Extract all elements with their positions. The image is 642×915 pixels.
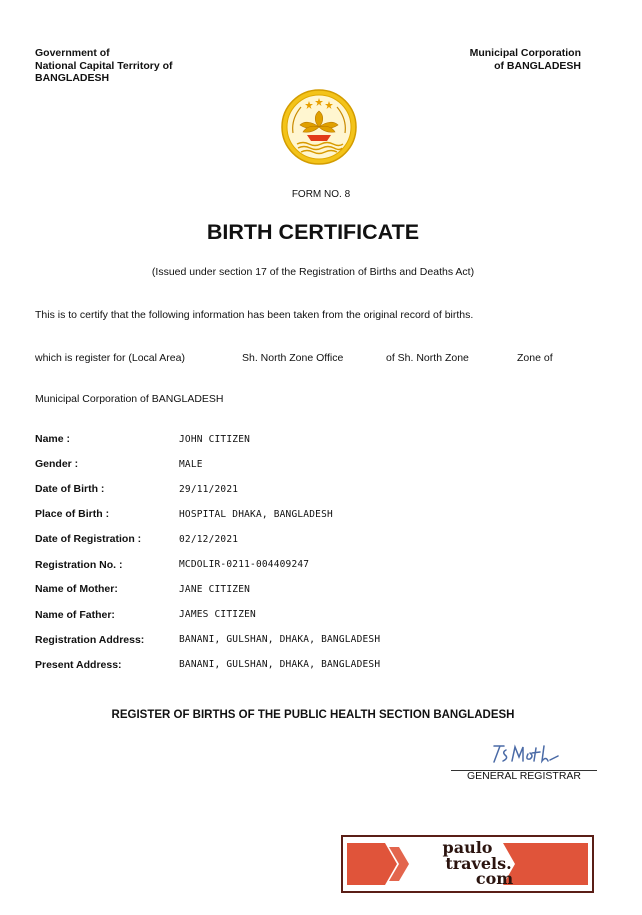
field-value-registration-address: BANANI, GULSHAN, DHAKA, BANGLADESH bbox=[179, 634, 381, 645]
issuer-municipal bbox=[440, 47, 581, 72]
registrar-label: GENERAL REGISTRAR bbox=[467, 770, 581, 782]
field-label-present-address: Present Address: bbox=[35, 659, 122, 671]
national-emblem bbox=[281, 89, 357, 165]
register-office: Sh. North Zone Office bbox=[242, 352, 344, 364]
register-prefix: which is register for (Local Area) bbox=[35, 352, 185, 364]
subtitle: (Issued under section 17 of the Registration of Births and Deaths Act) bbox=[151, 266, 475, 278]
issuer-line: of BANGLADESH bbox=[494, 59, 581, 72]
issuer-line: Government of bbox=[35, 47, 110, 59]
field-value-father: JAMES CITIZEN bbox=[179, 609, 256, 620]
watermark-text bbox=[343, 840, 592, 887]
register-zone-of: Zone of bbox=[517, 352, 553, 364]
register-footer-title: REGISTER OF BIRTHS OF THE PUBLIC HEALTH SECTION BANGLADESH bbox=[111, 709, 515, 721]
watermark-line: paulo bbox=[442, 838, 493, 857]
field-value-place-of-birth: HOSPITAL DHAKA, BANGLADESH bbox=[179, 509, 333, 520]
municipal-line: Municipal Corporation of BANGLADESH bbox=[35, 393, 224, 405]
field-label-registration-address: Registration Address: bbox=[35, 634, 145, 646]
field-label-registration-date: Date of Registration : bbox=[35, 533, 142, 545]
watermark-logo bbox=[341, 835, 594, 893]
field-value-mother: JANE CITIZEN bbox=[179, 584, 251, 595]
field-value-dob: 29/11/2021 bbox=[179, 484, 239, 495]
field-label-father: Name of Father: bbox=[35, 609, 115, 621]
field-label-gender: Gender : bbox=[35, 458, 79, 470]
field-value-registration-date: 02/12/2021 bbox=[179, 534, 239, 545]
watermark-line: com bbox=[475, 869, 514, 888]
register-zone: of Sh. North Zone bbox=[386, 352, 469, 364]
field-label-registration-no: Registration No. : bbox=[35, 559, 123, 571]
watermark-line: travels. bbox=[445, 853, 512, 873]
registrar-signature bbox=[488, 742, 560, 766]
field-value-present-address: BANANI, GULSHAN, DHAKA, BANGLADESH bbox=[179, 659, 381, 670]
form-number: FORM NO. 8 bbox=[291, 189, 351, 200]
field-value-registration-no: MCDOLIR-0211-004409247 bbox=[179, 559, 310, 570]
field-label-place-of-birth: Place of Birth : bbox=[35, 508, 110, 520]
field-value-gender: MALE bbox=[179, 459, 203, 470]
issuer-line: BANGLADESH bbox=[35, 72, 110, 84]
issuer-government bbox=[35, 47, 173, 85]
issuer-line: National Capital Territory of bbox=[35, 59, 173, 72]
issuer-line: Municipal Corporation bbox=[469, 47, 581, 59]
field-label-dob: Date of Birth : bbox=[35, 483, 105, 495]
page-title: BIRTH CERTIFICATE bbox=[206, 220, 420, 244]
field-value-name: JOHN CITIZEN bbox=[179, 434, 251, 445]
field-label-mother: Name of Mother: bbox=[35, 583, 118, 595]
certify-text: This is to certify that the following information has been taken from the original record of births. bbox=[35, 309, 474, 321]
field-label-name: Name : bbox=[35, 433, 71, 445]
